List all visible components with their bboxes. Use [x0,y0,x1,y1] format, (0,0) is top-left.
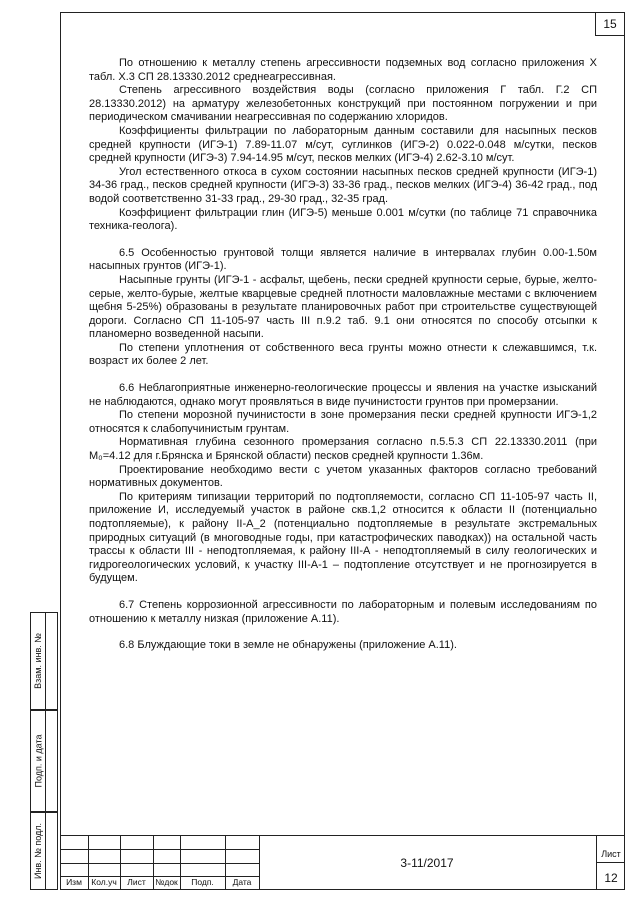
paragraph: Нормативная глубина сезонного промерзания согласно п.5.5.3 СП 22.13330.2011 (при M₀=4.12 для г.Брянска и Брянской области) песков средней крупности 1.36м. [89,436,597,463]
side-stamp-inv [30,812,58,890]
sheet-label: Лист [601,849,621,859]
side-label-vzam: Взам. инв. № [33,633,44,689]
document-body [89,57,597,653]
paragraph: Насыпные грунты (ИГЭ-1 - асфальт, щебень, пески средней крупности серые, бурые, желто-серые, желто-бурые, желтые кварцевые средней плотности маловлажные местами с включением щебня 5-25%) образованы в результате планировочных работ при строительстве существующей дороги. Согласно СП 11-105-97 часть III п.9.2 таб. 9.1 они относятся по способу отсыпки к планомерно возведенной насыпи. [89,273,597,341]
page-frame [60,12,625,890]
header-list: Лист [127,877,146,887]
paragraph: По отношению к металлу степень агрессивности подземных вод согласно приложения Х табл. Х.3 СП 28.13330.2012 среднеагрессивная. [89,57,597,83]
side-label-inv: Инв. № подл. [33,822,43,880]
header-podp: Подп. [191,877,214,887]
header-data: Дата [232,877,252,887]
sheet-number: 12 [604,871,618,885]
header-ndok: №док [155,877,178,887]
header-kol-uch: Кол.уч [91,877,117,887]
paragraph: По степени морозной пучинистости в зоне промерзания пески средней крупности ИГЭ-1,2 относятся к слабопучинистым грунтам. [89,409,597,435]
header-izm: Изм [66,877,82,887]
paragraph: Коэффициенты фильтрации по лабораторным данным составили для насыпных песков средней крупности (ИГЭ-1) 7.89-11.07 м/сут, суглинков (ИГЭ-2) 0.022-0.048 м/сутки, песков средней крупности (ИГЭ-3) 7.94-14.95 м/сут, песков мелких (ИГЭ-4) 2.62-3.10 м/сут. [89,124,597,165]
document-code: 3-11/2017 [400,855,454,870]
paragraph: По критериям типизации территорий по подтопляемости, согласно СП 11-105-97 часть II, приложение И, исследуемый участок в районе скв.1,2 относится к области II (потенциально подтопляемые), к району II-А_2 (потенциально подтопляемые в результате экстремальных природных ситуаций (в многоводные годы, при катастрофических паводках)) на остальной часть трассы к области III - неподтопляемая, к району III-А - неподтопляемый в силу геологических и гидрогеологических условий, к участку III-А-1 – подтопление отсутствует и не прогнозируется в будущем. [89,490,597,585]
section-6-5: 6.5 Особенностью грунтовой толщи является наличие в интервалах глубин 0.00-1.50м насыпных грунтов (ИГЭ-1). [89,246,597,273]
top-page-number: 15 [595,13,624,36]
paragraph: Угол естественного откоса в сухом состоянии насыпных песков средней крупности (ИГЭ-1) 34-36 град., песков средней крупности (ИГЭ-3) 33-36 град., песков мелких (ИГЭ-4) 36-42 град., под водой соответственно 31-33 град., 29-30 град., 32-35 град. [89,165,597,205]
section-6-7: 6.7 Степень коррозионной агрессивности по лабораторным и полевым исследованиям по отношению к металлу низкая (приложение А.11). [89,598,597,625]
section-6-6: 6.6 Неблагоприятные инженерно-геологические процессы и явления на участке изысканий не наблюдаются, однако могут проявляться в виде пучинистости грунтов при промерзании. [89,382,597,408]
paragraph: Коэффициент фильтрации глин (ИГЭ-5) меньше 0.001 м/сутки (по таблице 71 справочника техника-геолога). [89,206,597,233]
side-label-podp: Подп. и дата [33,734,44,788]
paragraph: По степени уплотнения от собственного веса грунты можно отнести к слежавшимся, т.к. возраст их более 2 лет. [89,341,597,368]
paragraph: Степень агрессивного воздействия воды (согласно приложения Г табл. Г.2 СП 28.13330.2012) на арматуру железобетонных конструкций при постоянном погружении и при периодическом смачивании неагрессивная по содержанию хлоридов. [89,84,597,124]
paragraph: Проектирование необходимо вести с учетом указанных факторов согласно требований нормативных документов. [89,463,597,490]
section-6-8: 6.8 Блуждающие токи в земле не обнаружены (приложение А.11). [119,639,457,652]
side-stamp-vzam [30,612,58,710]
side-stamp-podp [30,710,58,812]
title-block [60,835,625,890]
